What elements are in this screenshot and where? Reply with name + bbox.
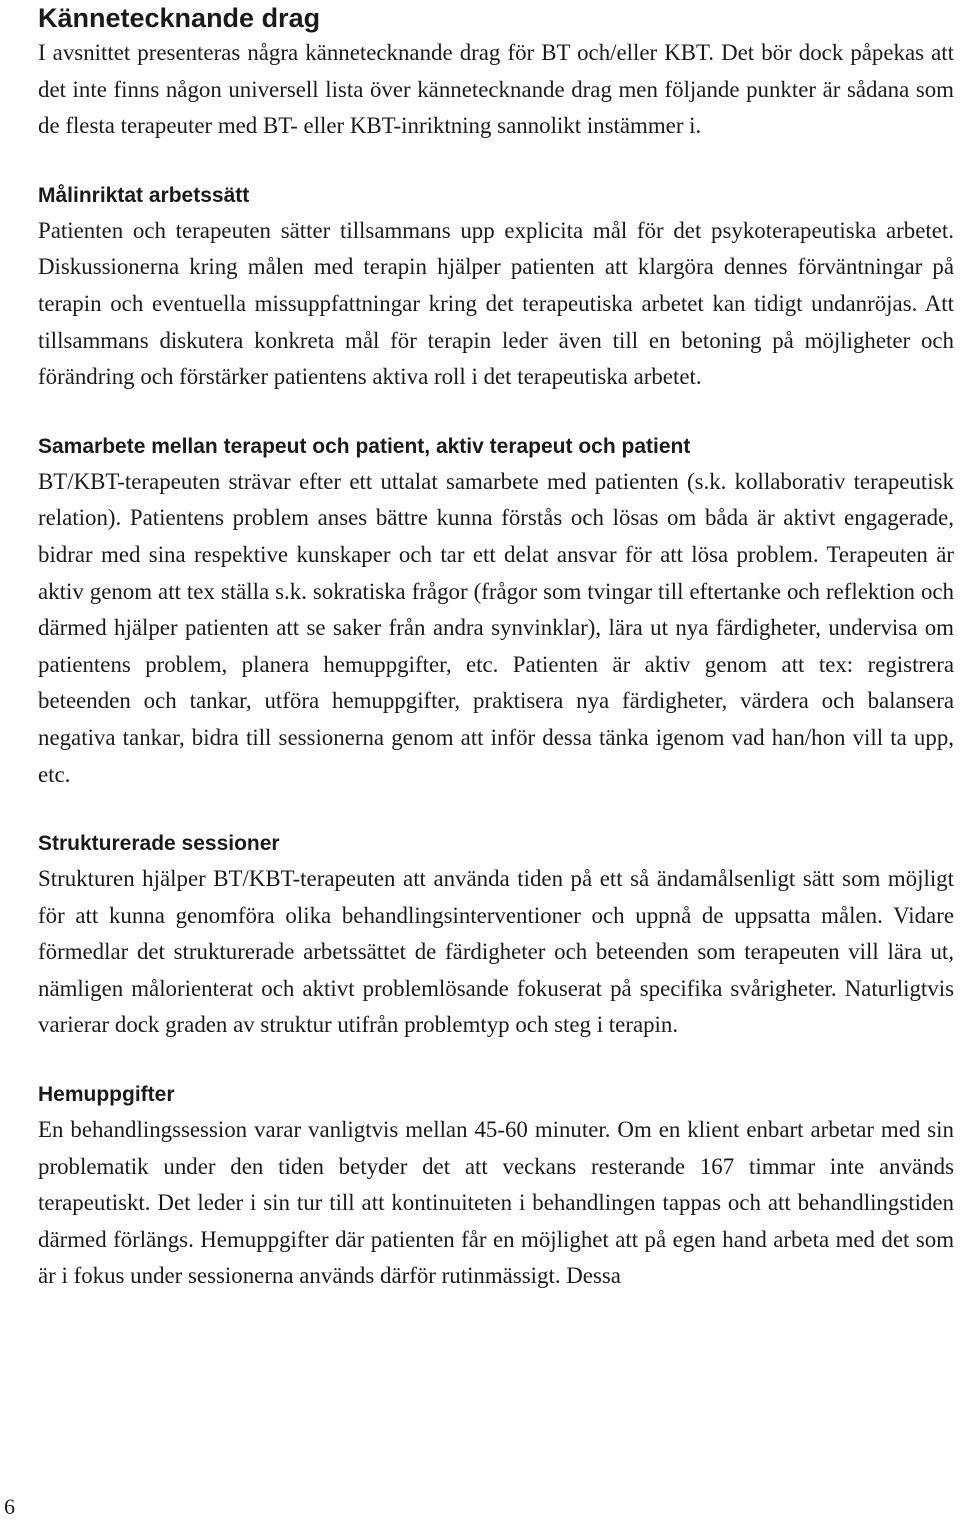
page-number: 6	[4, 1494, 15, 1519]
section-strukturerade	[38, 829, 954, 1044]
section-hemuppgifter	[38, 1080, 954, 1295]
document-page	[38, 0, 954, 1295]
section-paragraph: Patienten och terapeuten sätter tillsammans upp explicita mål för det psykoterapeutiska arbetet. Diskussionerna kring målen med terapin hjälper patienten att klargöra dennes förväntningar på terapin och eventuella missuppfattningar kring det terapeutiska arbetet kan tidigt undanröjas. Att tillsammans diskutera konkreta mål för terapin leder även till en betoning på möjligheter och förändring och förstärker patientens aktiva roll i det terapeutiska arbetet.	[38, 217, 954, 390]
intro-paragraph: I avsnittet presenteras några kännetecknande drag för BT och/eller KBT. Det bör dock påpekas att det inte finns någon universell lista över kännetecknande drag men följande punkter är sådana som de flesta terapeuter med BT- eller KBT-inriktning sannolikt instämmer i.	[38, 40, 954, 139]
section-heading: Hemuppgifter	[38, 1083, 175, 1107]
page-title: Kännetecknande drag	[38, 3, 321, 33]
section-heading: Samarbete mellan terapeut och patient, aktiv terapeut och patient	[38, 434, 691, 458]
section-heading: Målinriktat arbetssätt	[38, 183, 250, 207]
section-paragraph: BT/KBT-terapeuten strävar efter ett uttalat samarbete med patienten (s.k. kollaborativ terapeutisk relation). Patientens problem anses bättre kunna förstås och lösas om båda är aktivt engagerade, bidrar med sina respektive kunskaper och tar ett delat ansvar för att lösa problem. Terapeuten är aktiv genom att tex ställa s.k. sokratiska frågor (frågor som tvingar till eftertanke och reflektion och därmed hjälper patienten att se saker från andra synvinklar), lära ut nya färdigheter, undervisa om patientens problem, planera hemuppgifter, etc. Patienten är aktiv genom att tex: registrera beteenden och tankar, utföra hemuppgifter, praktisera nya färdigheter, värdera och balansera negativa tankar, bidra till sessionerna genom att inför dessa tänka igenom vad han/hon vill ta upp, etc.	[38, 468, 954, 787]
section-paragraph: En behandlingssession varar vanligtvis mellan 45-60 minuter. Om en klient enbart arbetar med sin problematik under den tiden betyder det att veckans resterande 167 timmar inte används terapeutiskt. Det leder i sin tur till att kontinuiteten i behandlingen tappas och att behandlingstiden därmed förlängs. Hemuppgifter där patienten får en möjlighet att på egen hand arbeta med det som är i fokus under sessionerna används därför rutinmässigt. Dessa	[38, 1117, 954, 1289]
section-samarbete	[38, 432, 954, 793]
section-heading: Strukturerade sessioner	[38, 832, 280, 856]
section-malinriktat	[38, 181, 954, 396]
section-paragraph: Strukturen hjälper BT/KBT-terapeuten att använda tiden på ett så ändamålsenligt sätt som möjligt för att kunna genomföra olika behandlingsinterventioner och uppnå de uppsatta målen. Vidare förmedlar det strukturerade arbetssättet de färdigheter och beteenden som terapeuten vill lära ut, nämligen målorienterat och aktivt problemlösande fokuserat på specifika svårigheter. Naturligtvis varierar dock graden av struktur utifrån problemtyp och steg i terapin.	[38, 866, 954, 1038]
